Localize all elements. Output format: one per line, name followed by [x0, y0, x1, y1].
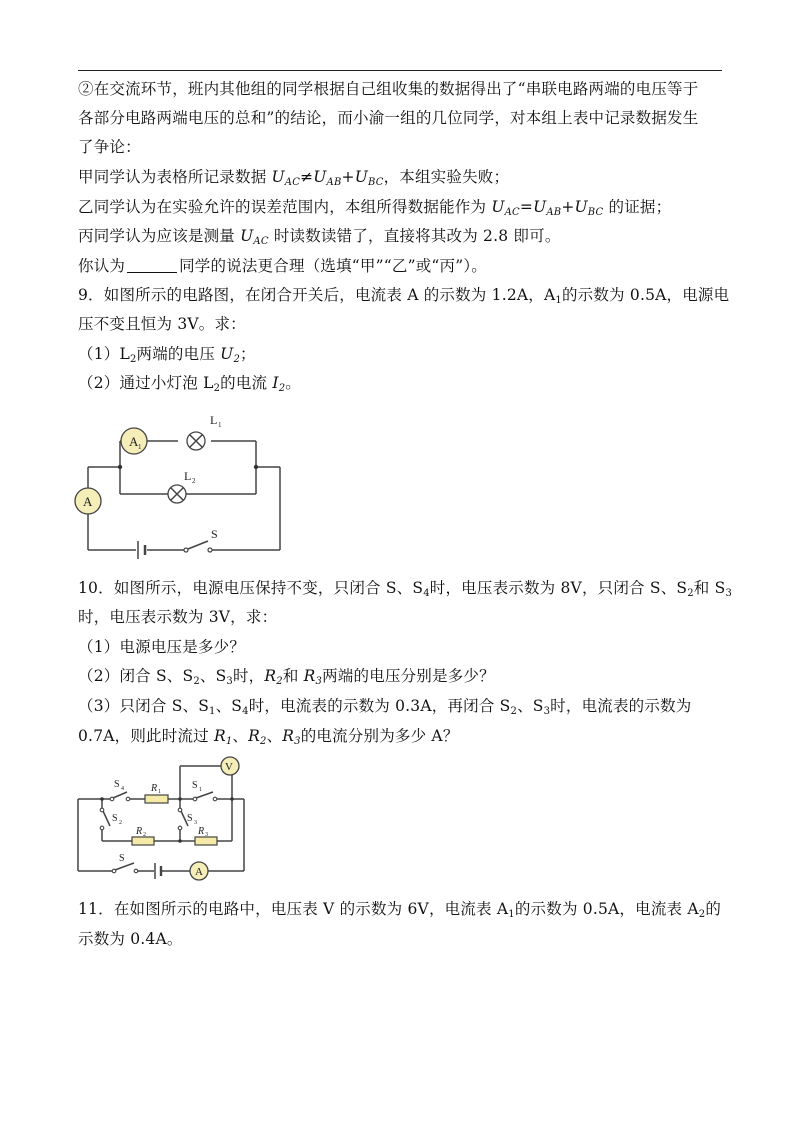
text-segment: 你认为	[78, 257, 126, 275]
subscript: AC	[253, 236, 269, 247]
symbol-u: U	[271, 168, 285, 186]
text-segment: 同学的说法更合理（选填“甲”“乙”或“丙”）。	[179, 257, 488, 275]
text-segment: ②在交流环节，班内其他组的同学根据自己组收集的数据得出了“串联电路两端的电压等于	[78, 80, 699, 98]
text-segment: 两端的电压	[136, 345, 221, 363]
text-segment: 11．在如图所示的电路中，电压表 V 的示数为 6V，电流表 A	[78, 900, 509, 918]
resistor-r3-icon	[195, 837, 217, 845]
text-line-bing	[78, 226, 728, 246]
text-segment: 时，电流表的示数为 0.3A，再闭合 S	[248, 697, 511, 715]
switch-s-icon	[112, 863, 138, 873]
question-10-part-3	[78, 696, 728, 716]
ammeter-a1-label: A	[129, 434, 139, 449]
circuit-wires	[78, 766, 244, 871]
resistor-r3-label: R	[198, 826, 205, 837]
switch-s2-label: S	[112, 813, 118, 824]
text-segment: （3）只闭合 S、S	[78, 697, 210, 715]
battery-icon	[138, 541, 145, 559]
symbol-u: U	[574, 198, 588, 216]
subscript: 2	[698, 909, 706, 920]
junction-dot	[178, 839, 182, 843]
text-line-yi	[78, 197, 728, 217]
symbol: +	[561, 198, 575, 216]
switch-s4-subscript: 4	[121, 786, 124, 792]
text-segment: 的	[705, 900, 722, 918]
text-segment: 示数为 0.4A。	[78, 930, 183, 948]
text-segment: 10．如图所示，电源电压保持不变，只闭合 S、S	[78, 579, 424, 597]
question-9-line	[78, 285, 728, 305]
text-segment: 两端的电压分别是多少？	[322, 667, 495, 685]
question-9-line	[78, 314, 728, 334]
circuit-diagram-q9	[70, 410, 370, 560]
symbol-u: U	[313, 168, 327, 186]
text-line	[78, 79, 728, 99]
text-segment: 、	[232, 727, 249, 745]
text-segment: 时，	[232, 667, 265, 685]
symbol-r: R	[264, 667, 277, 685]
text-segment: 各部分电路两端电压的总和”的结论，而小渝一组的几位同学，对本组上表中记录数据发生	[78, 109, 699, 127]
subscript: 3	[315, 676, 323, 687]
text-segment: 时，电压表示数为 8V，只闭合 S、S	[429, 579, 688, 597]
lamp-l2-label: L	[184, 469, 192, 483]
switch-s-label: S	[211, 527, 218, 541]
symbol-u: U	[240, 227, 254, 245]
switch-s1-label: S	[192, 780, 198, 791]
subscript: 2	[213, 383, 221, 394]
subscript: 2	[510, 706, 518, 717]
switch-s1-subscript: 1	[199, 787, 202, 793]
junction-dot	[100, 797, 104, 801]
subscript: AB	[326, 177, 342, 188]
lamp-l2-subscript: 2	[192, 477, 196, 485]
symbol-r: R	[248, 727, 260, 745]
subscript: 3	[725, 588, 732, 599]
text-segment: 的示数为 0.5A，电源电	[561, 286, 730, 304]
switch-s3-label: S	[187, 813, 193, 824]
subscript: AC	[504, 207, 520, 218]
text-segment: 、S	[517, 697, 544, 715]
text-segment: 时，电压表示数为 3V，求：	[78, 608, 278, 626]
subscript: 4	[242, 706, 249, 717]
question-11-line	[78, 929, 728, 949]
text-segment: 的证据；	[603, 198, 672, 216]
switch-s-icon	[184, 541, 212, 552]
subscript: 2	[260, 736, 267, 747]
subscript: AC	[284, 177, 301, 188]
switch-s2-subscript: 2	[119, 820, 122, 826]
text-segment: 压不变且恒为 3V。求：	[78, 315, 246, 333]
junction-dot	[118, 465, 122, 469]
question-10-part-2	[78, 666, 728, 686]
subscript: 1	[555, 295, 562, 306]
text-segment: 的示数为 0.5A，电流表 A	[514, 900, 699, 918]
text-segment: （2）通过小灯泡 L	[78, 374, 214, 392]
switch-s-label: S	[119, 853, 125, 864]
symbol-u: U	[354, 168, 368, 186]
subscript: 1	[508, 909, 515, 920]
subscript: 1	[225, 736, 233, 747]
symbol-u: U	[491, 198, 505, 216]
subscript: 2	[278, 383, 286, 394]
question-10-line	[78, 578, 732, 599]
top-rule	[78, 70, 722, 71]
lamp-l1-subscript: 1	[218, 421, 222, 429]
junction-dot	[230, 797, 234, 801]
ammeter-a-label: A	[83, 494, 93, 509]
text-segment: （1）电源电压是多少？	[78, 638, 246, 656]
symbol-r: R	[282, 727, 295, 745]
lamp-l1-label: L	[210, 413, 218, 427]
subscript: 2	[687, 588, 694, 599]
lamp-l2-icon	[168, 485, 186, 503]
question-9-part-1	[78, 344, 728, 364]
symbol-r: R	[303, 667, 316, 685]
text-line	[78, 108, 728, 128]
resistor-r3-subscript: 3	[205, 832, 208, 838]
junction-dot	[178, 797, 182, 801]
switch-s4-label: S	[114, 779, 120, 790]
symbol: +	[341, 168, 355, 186]
answer-blank[interactable]	[127, 258, 177, 273]
text-line-answer	[78, 256, 728, 276]
text-segment: 乙同学认为在实验允许的误差范围内，本组所得数据能作为	[78, 198, 492, 216]
subscript: 1	[209, 706, 216, 717]
resistor-r1-subscript: 1	[158, 789, 161, 795]
text-segment: 时读数读错了，直接将其改为 2.8 即可。	[268, 227, 561, 245]
symbol: ≠	[300, 168, 314, 186]
battery-icon	[155, 863, 161, 879]
text-segment: 0.7A，则此时流过	[78, 727, 214, 745]
symbol: ；	[240, 345, 256, 363]
question-11-line	[78, 899, 728, 919]
switch-s4-icon	[110, 792, 130, 801]
text-segment: 丙同学认为应该是测量	[78, 227, 241, 245]
subscript: 3	[543, 706, 551, 717]
ammeter-label: A	[195, 866, 203, 878]
symbol: =	[519, 198, 534, 216]
resistor-r2-subscript: 2	[143, 832, 146, 838]
ammeter-a1-subscript: 1	[138, 443, 142, 451]
text-segment: 9．如图所示的电路图，在闭合开关后，电流表 A 的示数为 1.2A，A	[78, 286, 556, 304]
text-segment: 和	[282, 667, 304, 685]
text-line-jia	[78, 167, 728, 187]
subscript: AB	[546, 207, 562, 218]
subscript: 2	[193, 676, 200, 687]
text-segment: 、	[266, 727, 283, 745]
text-segment: （2）闭合 S、S	[78, 667, 194, 685]
text-segment: 的电流	[220, 374, 273, 392]
text-segment: 和 S	[693, 579, 726, 597]
subscript: 3	[294, 736, 301, 747]
switch-s2-icon	[100, 808, 110, 830]
text-segment: 时，电流表的示数为	[550, 697, 692, 715]
resistor-r2-label: R	[136, 826, 143, 837]
text-segment: （1）L	[78, 345, 130, 363]
question-10-part-3	[78, 726, 728, 746]
junction-dot	[254, 465, 258, 469]
text-segment: 甲同学认为表格所记录数据	[78, 168, 272, 186]
text-segment: 了争论：	[78, 138, 141, 156]
symbol-u: U	[220, 345, 234, 363]
subscript: BC	[587, 207, 604, 218]
question-9-part-2	[78, 373, 728, 393]
subscript: 3	[226, 676, 233, 687]
text-segment: 、S	[199, 667, 227, 685]
text-line	[78, 137, 728, 157]
question-10-part-1	[78, 637, 728, 657]
text-segment: 的电流分别为多少 A？	[300, 727, 459, 745]
switch-s1-icon	[193, 792, 217, 801]
voltmeter-label: V	[225, 761, 233, 773]
symbol: 。	[285, 374, 301, 392]
symbol-u: U	[533, 198, 547, 216]
question-10-line	[78, 607, 728, 627]
resistor-r2-icon	[132, 837, 154, 845]
symbol-r: R	[213, 727, 226, 745]
text-segment: 、S	[215, 697, 243, 715]
subscript: BC	[367, 177, 384, 188]
text-segment: ，本组实验失败；	[383, 168, 510, 186]
resistor-r1-label: R	[151, 783, 158, 794]
subscript: 2	[233, 354, 240, 365]
lamp-l1-icon	[187, 432, 205, 450]
circuit-diagram-q10	[70, 755, 270, 885]
subscript: 2	[129, 354, 137, 365]
switch-s3-subscript: 3	[194, 820, 197, 826]
subscript: 2	[276, 676, 283, 687]
subscript: 4	[423, 588, 430, 599]
symbol-i: I	[272, 374, 279, 392]
resistor-r1-icon	[145, 795, 168, 803]
